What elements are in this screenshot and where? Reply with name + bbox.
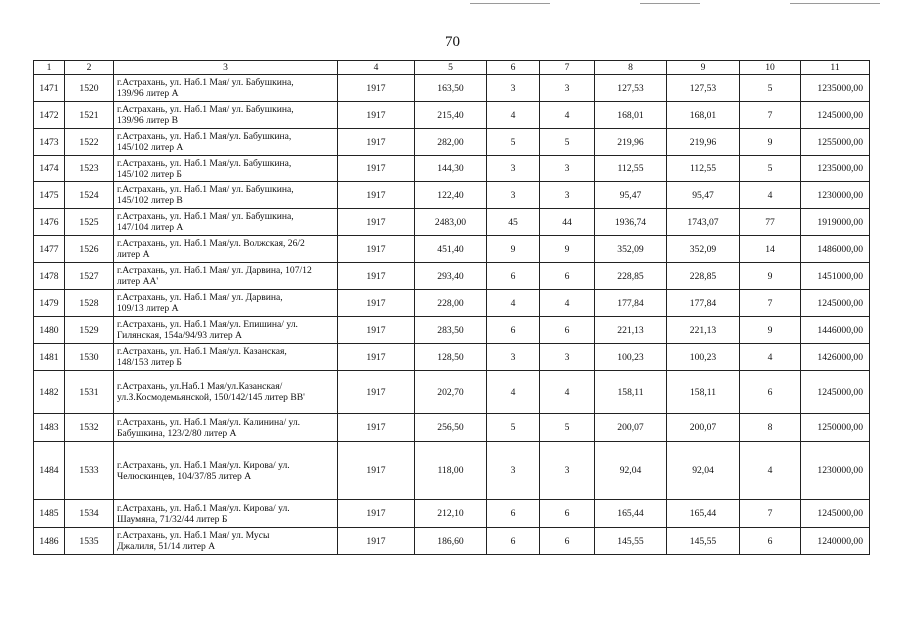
table-cell: 6 <box>487 528 540 555</box>
table-cell: 1524 <box>65 182 114 209</box>
table-cell: 1527 <box>65 263 114 290</box>
table-cell: 100,23 <box>595 344 667 371</box>
address-line: 145/102 литер Б <box>117 168 182 180</box>
table-cell: 9 <box>740 129 801 156</box>
registry-table <box>33 60 870 555</box>
table-cell: 5 <box>740 156 801 182</box>
address-line: 109/13 литер А <box>117 303 179 314</box>
table-cell: 112,55 <box>667 156 740 182</box>
table-cell: 1917 <box>338 414 415 442</box>
address-cell <box>114 263 338 290</box>
table-cell: 1534 <box>65 500 114 528</box>
table-cell: 7 <box>740 102 801 129</box>
address-line: Шаумяна, 71/32/44 литер Б <box>117 513 228 525</box>
table-cell: 3 <box>540 442 595 500</box>
address-cell <box>114 75 338 102</box>
table-cell: 1917 <box>338 209 415 236</box>
address-line: г.Астрахань, ул. Наб.1 Мая/ул. Епишина/ ул. <box>117 319 298 330</box>
address-cell <box>114 344 338 371</box>
address-line: г.Астрахань, ул. Наб.1 Мая/ ул. Дарвина, <box>117 292 283 303</box>
table-row <box>34 236 870 263</box>
table-cell: 100,23 <box>667 344 740 371</box>
table-cell: 186,60 <box>415 528 487 555</box>
table-cell: 1479 <box>34 290 65 317</box>
address-line: г.Астрахань, ул. Наб.1 Мая/ул. Кирова/ ул. <box>117 502 290 514</box>
table-cell: 6 <box>540 263 595 290</box>
address-cell <box>114 156 338 182</box>
table-row <box>34 371 870 414</box>
table-cell: 1476 <box>34 209 65 236</box>
table-body <box>34 75 870 555</box>
table-cell: 1486 <box>34 528 65 555</box>
table-cell: 6 <box>740 371 801 414</box>
table-cell: 1482 <box>34 371 65 414</box>
address-line: ул.З.Космодемьянской, 150/142/145 литер ВВ' <box>117 392 305 403</box>
table-header-row <box>34 61 870 75</box>
table-cell: 158,11 <box>595 371 667 414</box>
table-cell: 7 <box>740 500 801 528</box>
table-cell: 1526 <box>65 236 114 263</box>
table-cell: 1475 <box>34 182 65 209</box>
table-row <box>34 344 870 371</box>
table-row <box>34 182 870 209</box>
table-cell: 1528 <box>65 290 114 317</box>
table-cell: 3 <box>540 156 595 182</box>
address-line: г.Астрахань, ул. Наб.1 Мая/ул. Калинина/ ул. <box>117 416 301 428</box>
address-cell <box>114 442 338 500</box>
table-cell: 168,01 <box>595 102 667 129</box>
table-cell: 1917 <box>338 75 415 102</box>
table-row <box>34 442 870 500</box>
table-row <box>34 317 870 344</box>
table-cell: 3 <box>487 156 540 182</box>
table-cell: 5 <box>487 414 540 442</box>
address-cell <box>114 129 338 156</box>
table-cell: 1936,74 <box>595 209 667 236</box>
address-line: литер А <box>117 249 150 260</box>
table-cell: 165,44 <box>595 500 667 528</box>
table-cell: 451,40 <box>415 236 487 263</box>
table-cell: 8 <box>740 414 801 442</box>
table-cell: 1743,07 <box>667 209 740 236</box>
table-cell: 1484 <box>34 442 65 500</box>
address-line: г.Астрахань, ул. Наб.1 Мая/ул. Казанская, <box>117 346 287 357</box>
table-cell: 177,84 <box>667 290 740 317</box>
address-cell <box>114 317 338 344</box>
table-row <box>34 129 870 156</box>
table-cell: 6 <box>487 317 540 344</box>
table-cell: 45 <box>487 209 540 236</box>
table-cell: 9 <box>740 263 801 290</box>
column-header: 9 <box>667 61 740 75</box>
column-header: 8 <box>595 61 667 75</box>
table-cell: 1917 <box>338 442 415 500</box>
table-cell: 4 <box>740 344 801 371</box>
table-cell: 9 <box>487 236 540 263</box>
table-cell: 6 <box>540 317 595 344</box>
table-cell: 4 <box>487 102 540 129</box>
table-cell: 228,85 <box>667 263 740 290</box>
table-cell: 1917 <box>338 263 415 290</box>
address-line: 139/96 литер А <box>117 88 179 99</box>
table-cell: 200,07 <box>595 414 667 442</box>
table-cell: 200,07 <box>667 414 740 442</box>
table-cell: 6 <box>740 528 801 555</box>
table-cell: 1245000,00 <box>801 371 870 414</box>
table-cell: 3 <box>540 344 595 371</box>
address-line: г.Астрахань, ул. Наб.1 Мая/ ул. Бабушкина, <box>117 104 294 115</box>
table-row <box>34 500 870 528</box>
address-cell <box>114 102 338 129</box>
table-cell: 1535 <box>65 528 114 555</box>
address-line: 145/102 литер В <box>117 195 183 206</box>
table-cell: 221,13 <box>667 317 740 344</box>
table-cell: 1917 <box>338 500 415 528</box>
table-cell: 9 <box>540 236 595 263</box>
address-line: 147/104 литер А <box>117 222 184 233</box>
address-line: Джалиля, 51/14 литер А <box>117 541 216 552</box>
table-cell: 202,70 <box>415 371 487 414</box>
table-cell: 215,40 <box>415 102 487 129</box>
address-line: г.Астрахань, ул. Наб.1 Мая/ ул. Мусы <box>117 530 270 541</box>
table-cell: 1917 <box>338 344 415 371</box>
table-cell: 14 <box>740 236 801 263</box>
address-line: Челюскинцев, 104/37/85 литер А <box>117 470 252 482</box>
column-header: 7 <box>540 61 595 75</box>
table-cell: 283,50 <box>415 317 487 344</box>
table-cell: 4 <box>540 371 595 414</box>
table-cell: 1245000,00 <box>801 102 870 129</box>
address-line: Бабушкина, 123/2/80 литер А <box>117 427 237 439</box>
address-cell <box>114 236 338 263</box>
table-cell: 1240000,00 <box>801 528 870 555</box>
table-cell: 44 <box>540 209 595 236</box>
table-cell: 9 <box>740 317 801 344</box>
address-line: 148/153 литер Б <box>117 357 182 368</box>
table-cell: 6 <box>487 263 540 290</box>
table-cell: 1521 <box>65 102 114 129</box>
table-cell: 3 <box>487 182 540 209</box>
scan-artifact-line <box>790 3 880 4</box>
address-cell <box>114 414 338 442</box>
table-cell: 1917 <box>338 528 415 555</box>
table-cell: 1917 <box>338 156 415 182</box>
table-cell: 1917 <box>338 290 415 317</box>
table-cell: 1529 <box>65 317 114 344</box>
column-header: 5 <box>415 61 487 75</box>
table-cell: 122,40 <box>415 182 487 209</box>
address-line: г.Астрахань, ул. Наб.1 Мая/ул. Кирова/ ул. <box>117 459 290 471</box>
address-line: г.Астрахань, ул. Наб.1 Мая/ул. Бабушкина, <box>117 131 292 142</box>
table-cell: 127,53 <box>595 75 667 102</box>
column-header: 4 <box>338 61 415 75</box>
table-cell: 1917 <box>338 129 415 156</box>
table-cell: 1483 <box>34 414 65 442</box>
table-cell: 1235000,00 <box>801 156 870 182</box>
table-cell: 256,50 <box>415 414 487 442</box>
table-cell: 228,00 <box>415 290 487 317</box>
table-row <box>34 209 870 236</box>
table-cell: 1426000,00 <box>801 344 870 371</box>
scan-artifact-line <box>470 3 550 4</box>
scan-artifact-line <box>640 3 700 4</box>
table-cell: 92,04 <box>667 442 740 500</box>
table-cell: 6 <box>540 528 595 555</box>
table-cell: 1446000,00 <box>801 317 870 344</box>
column-header: 1 <box>34 61 65 75</box>
address-cell <box>114 209 338 236</box>
table-cell: 1477 <box>34 236 65 263</box>
table-cell: 158,11 <box>667 371 740 414</box>
address-line: г.Астрахань, ул. Наб.1 Мая/ ул. Дарвина, 107/12 <box>117 265 312 276</box>
table-cell: 1486000,00 <box>801 236 870 263</box>
table-cell: 1533 <box>65 442 114 500</box>
table-row <box>34 156 870 182</box>
table-cell: 3 <box>487 344 540 371</box>
table-cell: 144,30 <box>415 156 487 182</box>
table-cell: 118,00 <box>415 442 487 500</box>
table-cell: 1917 <box>338 102 415 129</box>
table-cell: 219,96 <box>667 129 740 156</box>
table-cell: 1531 <box>65 371 114 414</box>
table-cell: 1472 <box>34 102 65 129</box>
table-cell: 221,13 <box>595 317 667 344</box>
address-line: г.Астрахань, ул. Наб.1 Мая/ул. Бабушкина, <box>117 157 292 169</box>
table-cell: 1522 <box>65 129 114 156</box>
table-cell: 1481 <box>34 344 65 371</box>
table-cell: 3 <box>487 75 540 102</box>
table-cell: 293,40 <box>415 263 487 290</box>
address-cell <box>114 500 338 528</box>
table-cell: 165,44 <box>667 500 740 528</box>
table-cell: 1478 <box>34 263 65 290</box>
table-cell: 1250000,00 <box>801 414 870 442</box>
table-cell: 168,01 <box>667 102 740 129</box>
address-line: г.Астрахань, ул. Наб.1 Мая/ул. Волжская, 26/2 <box>117 238 305 249</box>
table-row <box>34 528 870 555</box>
table-cell: 1520 <box>65 75 114 102</box>
column-header: 10 <box>740 61 801 75</box>
table-cell: 1230000,00 <box>801 442 870 500</box>
address-line: г.Астрахань, ул. Наб.1 Мая/ ул. Бабушкина, <box>117 77 294 88</box>
table-cell: 77 <box>740 209 801 236</box>
table-row <box>34 290 870 317</box>
table-cell: 4 <box>540 102 595 129</box>
address-line: 139/96 литер В <box>117 115 179 126</box>
table-cell: 4 <box>487 371 540 414</box>
table-cell: 4 <box>540 290 595 317</box>
table-cell: 352,09 <box>667 236 740 263</box>
table-cell: 1255000,00 <box>801 129 870 156</box>
address-cell <box>114 528 338 555</box>
table-cell: 1245000,00 <box>801 500 870 528</box>
table-cell: 92,04 <box>595 442 667 500</box>
table-cell: 2483,00 <box>415 209 487 236</box>
address-line: г.Астрахань, ул. Наб.1 Мая/ ул. Бабушкина, <box>117 211 294 222</box>
page-number: 70 <box>445 34 460 50</box>
table-cell: 6 <box>540 500 595 528</box>
table-row <box>34 263 870 290</box>
address-line: литер АА' <box>117 276 159 287</box>
table-cell: 4 <box>740 182 801 209</box>
column-header: 3 <box>114 61 338 75</box>
table-cell: 5 <box>487 129 540 156</box>
table-cell: 219,96 <box>595 129 667 156</box>
table-cell: 127,53 <box>667 75 740 102</box>
table-cell: 3 <box>540 75 595 102</box>
table-cell: 145,55 <box>595 528 667 555</box>
address-line: г.Астрахань, ул. Наб.1 Мая/ ул. Бабушкина, <box>117 184 294 195</box>
table-cell: 1474 <box>34 156 65 182</box>
table-cell: 1480 <box>34 317 65 344</box>
table-cell: 1917 <box>338 317 415 344</box>
address-cell <box>114 290 338 317</box>
table-cell: 112,55 <box>595 156 667 182</box>
table-cell: 5 <box>540 129 595 156</box>
address-cell <box>114 371 338 414</box>
table-cell: 4 <box>487 290 540 317</box>
table-cell: 282,00 <box>415 129 487 156</box>
table-cell: 1917 <box>338 371 415 414</box>
column-header: 6 <box>487 61 540 75</box>
table-cell: 1523 <box>65 156 114 182</box>
table-cell: 1471 <box>34 75 65 102</box>
table-cell: 1532 <box>65 414 114 442</box>
table-cell: 3 <box>540 182 595 209</box>
table-cell: 1230000,00 <box>801 182 870 209</box>
table-cell: 95,47 <box>595 182 667 209</box>
table-cell: 95,47 <box>667 182 740 209</box>
table-cell: 4 <box>740 442 801 500</box>
table-cell: 177,84 <box>595 290 667 317</box>
table-row <box>34 414 870 442</box>
table-cell: 1917 <box>338 182 415 209</box>
address-line: 145/102 литер А <box>117 142 184 153</box>
table-cell: 1485 <box>34 500 65 528</box>
address-line: г.Астрахань, ул.Наб.1 Мая/ул.Казанская/ <box>117 381 283 392</box>
table-cell: 1245000,00 <box>801 290 870 317</box>
address-cell <box>114 182 338 209</box>
table-cell: 1473 <box>34 129 65 156</box>
table-cell: 1235000,00 <box>801 75 870 102</box>
address-line: Гилянская, 154а/94/93 литер А <box>117 330 242 341</box>
table-cell: 212,10 <box>415 500 487 528</box>
table-cell: 1917 <box>338 236 415 263</box>
table-cell: 5 <box>540 414 595 442</box>
table-cell: 228,85 <box>595 263 667 290</box>
table-cell: 6 <box>487 500 540 528</box>
column-header: 2 <box>65 61 114 75</box>
table-cell: 163,50 <box>415 75 487 102</box>
table-row <box>34 102 870 129</box>
column-header: 11 <box>801 61 870 75</box>
table-cell: 7 <box>740 290 801 317</box>
table-cell: 1451000,00 <box>801 263 870 290</box>
table-cell: 5 <box>740 75 801 102</box>
table-cell: 1530 <box>65 344 114 371</box>
table-row <box>34 75 870 102</box>
table-cell: 3 <box>487 442 540 500</box>
table-cell: 145,55 <box>667 528 740 555</box>
table-cell: 1919000,00 <box>801 209 870 236</box>
table-cell: 352,09 <box>595 236 667 263</box>
table-cell: 128,50 <box>415 344 487 371</box>
table-cell: 1525 <box>65 209 114 236</box>
